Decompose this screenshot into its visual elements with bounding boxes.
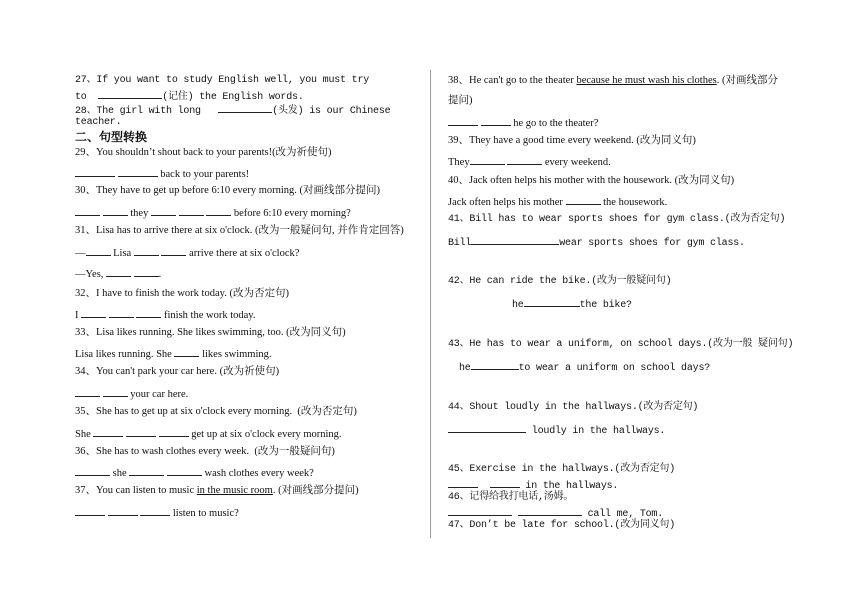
- answer-blank[interactable]: [81, 308, 106, 318]
- answer-blank[interactable]: [103, 387, 128, 397]
- answer-blank[interactable]: [471, 235, 559, 245]
- answer-30: they before 6:10 every morning?: [75, 206, 351, 220]
- question-41: 41、Bill has to wear sports shoes for gym class.(改为否定句): [448, 214, 786, 225]
- answer-44: loudly in the hallways.: [448, 423, 665, 438]
- question-45: 45、Exercise in the hallways.(改为否定句): [448, 464, 676, 475]
- question-38: 38、He can't go to the theater because he must wash his clothes. (对画线部分: [448, 75, 778, 86]
- question-32: 32、I have to finish the work today. (改为否定句): [75, 288, 289, 299]
- question-36: 36、She has to wash clothes every week. (改为一般疑问句): [75, 446, 335, 457]
- answer-46: call me, Tom.: [448, 506, 663, 521]
- answer-29: back to your parents!: [75, 167, 249, 181]
- question-31: 31、Lisa has to arrive there at six o'clock. (改为一般疑问句, 并作肯定回答): [75, 225, 404, 236]
- answer-blank[interactable]: [75, 466, 110, 476]
- answer-blank[interactable]: [518, 506, 582, 516]
- answer-40: Jack often helps his mother the housework.: [448, 197, 668, 208]
- question-30: 30、They have to get up before 6:10 every morning. (对画线部分提问): [75, 185, 381, 196]
- answer-blank[interactable]: [103, 206, 128, 216]
- answer-blank[interactable]: [524, 297, 580, 307]
- answer-39: They every weekend.: [448, 157, 611, 168]
- answer-45: in the hallways.: [448, 478, 618, 493]
- answer-blank[interactable]: [507, 155, 542, 165]
- answer-blank[interactable]: [118, 167, 158, 177]
- question-39: 39、They have a good time every weekend. (改为同义句): [448, 135, 696, 146]
- answer-41: Bill wear sports shoes for gym class.: [448, 235, 745, 250]
- question-27-line1: 27、If you want to study English well, you must try: [75, 75, 370, 86]
- answer-blank[interactable]: [75, 206, 100, 216]
- question-33: 33、Lisa likes running. She likes swimming, too. (改为同义句): [75, 327, 346, 338]
- question-28-line2: teacher.: [75, 117, 122, 128]
- answer-blank[interactable]: [75, 167, 115, 177]
- answer-blank[interactable]: [126, 427, 156, 437]
- section-heading: 二、句型转换: [75, 130, 148, 144]
- answer-31-line2: —Yes, .: [75, 269, 162, 280]
- answer-blank[interactable]: [174, 347, 199, 357]
- answer-blank[interactable]: [490, 478, 520, 488]
- answer-blank[interactable]: [140, 506, 170, 516]
- question-35: 35、She has to get up at six o'clock every morning. (改为否定句): [75, 406, 357, 417]
- answer-blank[interactable]: [471, 360, 519, 370]
- answer-37: listen to music?: [75, 506, 239, 520]
- underlined-phrase: in the music room: [196, 485, 273, 496]
- answer-blank[interactable]: [108, 506, 138, 516]
- question-47: 47、Don’t be late for school.(改为同义句): [448, 520, 676, 531]
- answer-36: she wash clothes every week?: [75, 466, 314, 480]
- answer-34: your car here.: [75, 387, 188, 401]
- answer-blank[interactable]: [134, 246, 159, 256]
- answer-blank[interactable]: [167, 466, 202, 476]
- answer-blank[interactable]: [106, 267, 131, 277]
- column-divider: [430, 70, 431, 538]
- question-46: 46、记得给我打电话,汤姆。: [448, 492, 574, 503]
- answer-32: I finish the work today.: [75, 310, 256, 321]
- answer-blank[interactable]: [566, 195, 601, 205]
- question-40: 40、Jack often helps his mother with the housework. (改为同义句): [448, 175, 735, 186]
- answer-blank[interactable]: [448, 423, 526, 433]
- answer-blank[interactable]: [151, 206, 176, 216]
- answer-blank[interactable]: [86, 246, 111, 256]
- answer-35: She get up at six o'clock every morning.: [75, 429, 342, 440]
- question-29: 29、You shouldn’t shout back to your parents!(改为祈使句): [75, 147, 332, 158]
- answer-blank[interactable]: [159, 427, 189, 437]
- answer-blank[interactable]: [109, 308, 134, 318]
- answer-43: he to wear a uniform on school days?: [459, 360, 710, 375]
- question-34: 34、You can't park your car here. (改为祈使句): [75, 366, 280, 377]
- question-38-cont: 提问): [448, 95, 473, 106]
- answer-blank[interactable]: [448, 506, 512, 516]
- question-27-line2: to (记住) the English words.: [75, 89, 304, 104]
- question-43: 43、He has to wear a uniform, on school days.(改为一般 疑问句): [448, 339, 794, 350]
- answer-blank[interactable]: [129, 466, 164, 476]
- answer-blank[interactable]: [448, 478, 478, 488]
- answer-blank[interactable]: [448, 116, 478, 126]
- answer-blank[interactable]: [136, 308, 161, 318]
- question-42: 42、He can ride the bike.(改为一般疑问句): [448, 276, 672, 287]
- question-44: 44、Shout loudly in the hallways.(改为否定句): [448, 402, 699, 413]
- answer-blank[interactable]: [206, 206, 231, 216]
- answer-blank[interactable]: [481, 116, 511, 126]
- answer-38: he go to the theater?: [448, 116, 598, 130]
- answer-31-line1: — Lisa arrive there at six o'clock?: [75, 248, 300, 259]
- question-28-line1: 28、The girl with long (头发) is our Chinese: [75, 103, 390, 118]
- answer-33: Lisa likes running. She likes swimming.: [75, 349, 272, 360]
- answer-blank[interactable]: [93, 427, 123, 437]
- underlined-phrase: because he must wash his clothes: [576, 75, 717, 86]
- answer-42: he the bike?: [512, 297, 632, 312]
- answer-blank[interactable]: [75, 506, 105, 516]
- answer-blank[interactable]: [470, 155, 505, 165]
- answer-blank[interactable]: [98, 89, 162, 99]
- answer-blank[interactable]: [218, 103, 272, 113]
- answer-blank[interactable]: [134, 267, 159, 277]
- question-37: 37、You can listen to music in the music room. (对画线部分提问): [75, 485, 359, 496]
- answer-blank[interactable]: [75, 387, 100, 397]
- answer-blank[interactable]: [161, 246, 186, 256]
- answer-blank[interactable]: [179, 206, 204, 216]
